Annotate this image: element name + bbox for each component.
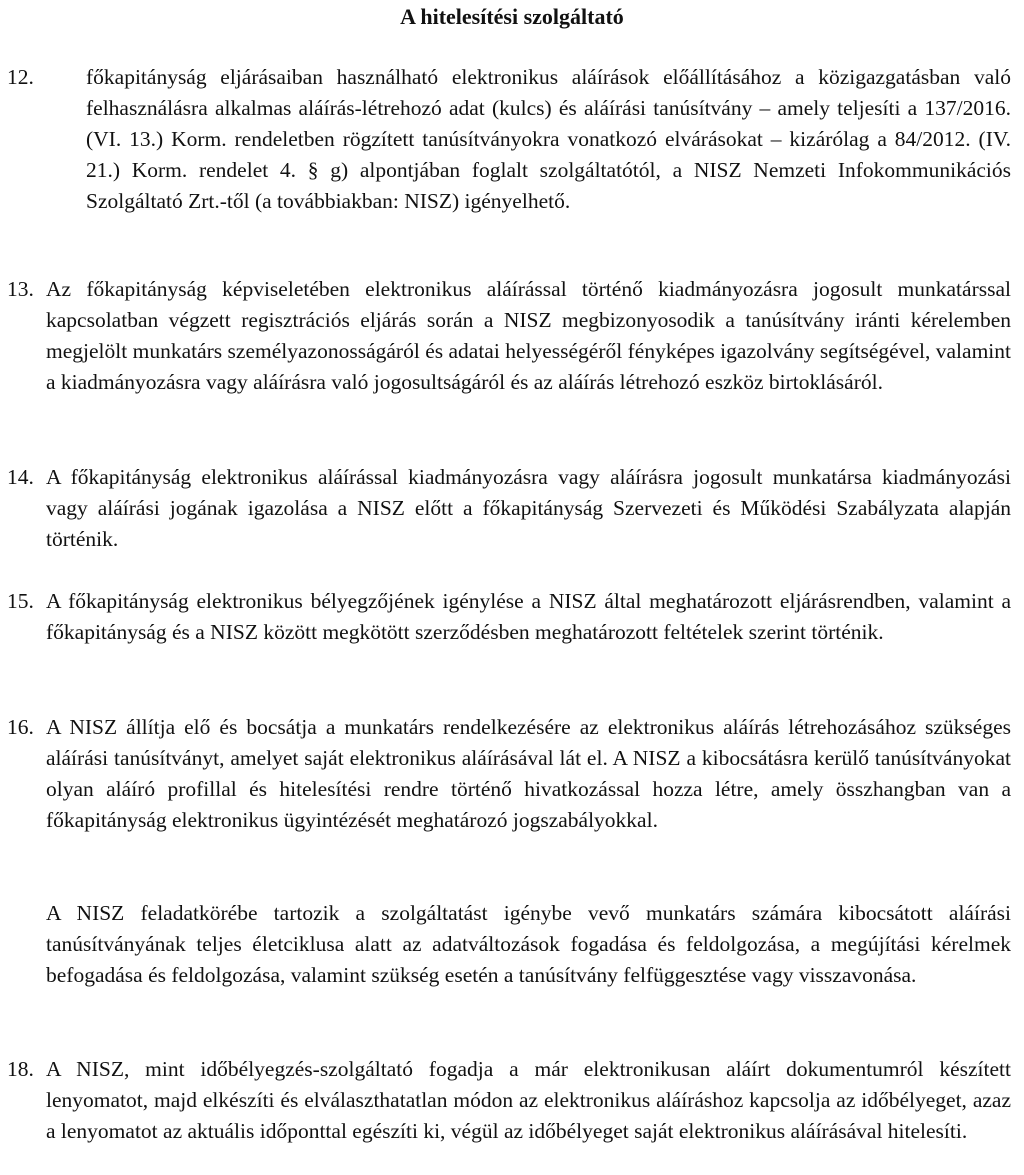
paragraph-text: A NISZ feladatkörébe tartozik a szolgáltatást igénybe vevő munkatárs számára kibocsátott aláírási tanúsítványának teljes életciklusa alatt az adatváltozások fogadása és feldolgozása, a megújítási kérelmek befogadása és feldolgozása, valamint szükség esetén a tanúsítvány felfüggesztése vagy visszavonása. — [46, 901, 1011, 987]
paragraph-text: A NISZ állítja elő és bocsátja a munkatárs rendelkezésére az elektronikus aláírás létrehozásához szükséges aláírási tanúsítványt, amelyet saját elektronikus aláírásával lát el. A NISZ a kibocsátásra kerülő tanúsítványokat olyan aláíró profillal és hitelesítési rendre történő hivatkozással hozza létre, amely összhangban van a főkapitányság elektronikus ügyintézését meghatározó jogszabályokkal. — [46, 715, 1011, 832]
paragraph-text: A főkapitányság elektronikus bélyegzőjének igénylése a NISZ által meghatározott eljárásrendben, valamint a főkapitányság és a NISZ között megkötött szerződésben meghatározott feltételek szerint történik. — [46, 589, 1011, 644]
paragraph-text: főkapitányság eljárásaiban használható elektronikus aláírások előállításához a közigazgatásban való felhasználásra alkalmas aláírás-létrehozó adat (kulcs) és aláírási tanúsítvány – amely teljesíti a 137/2016. (VI. 13.) Korm. rendeletben rögzített tanúsítványokra vonatkozó elvárásokat – kizárólag a 84/2012. (IV. 21.) Korm. rendelet 4. § g) alpontjában foglalt szolgáltatótól, a NISZ Nemzeti Infokommunikációs Szolgáltató Zrt.-től (a továbbiakban: NISZ) igényelhető. — [86, 65, 1011, 213]
paragraph-number: 15. — [7, 589, 34, 613]
paragraph-number: 14. — [7, 465, 34, 489]
paragraph-number: 12. — [7, 65, 34, 89]
section-heading: A hitelesítési szolgáltató — [400, 4, 624, 29]
paragraph-text: A NISZ, mint időbélyegzés-szolgáltató fogadja a már elektronikusan aláírt dokumentumról készített lenyomatot, majd elkészíti és elválaszthatatlan módon az elektronikus aláíráshoz kapcsolja az időbélyeget, azaz a lenyomatot az aktuális időponttal egészíti ki, végül az időbélyeget saját elektronikus aláírásával hitelesíti. — [46, 1057, 1011, 1143]
paragraph-number: 16. — [7, 715, 34, 739]
paragraph-text: A főkapitányság elektronikus aláírással kiadmányozásra vagy aláírásra jogosult munkatársa kiadmányozási vagy aláírási jogának igazolása a NISZ előtt a főkapitányság Szervezeti és Működési Szabályzata alapján történik. — [46, 465, 1011, 551]
paragraph-number: 18. — [7, 1057, 34, 1081]
paragraph-text: Az főkapitányság képviseletében elektronikus aláírással történő kiadmányozásra jogosult munkatárssal kapcsolatban végzett regisztrációs eljárás során a NISZ megbizonyosodik a tanúsítvány iránti kérelemben megjelölt munkatárs személyazonosságáról és adatai helyességéről fényképes igazolvány segítségével, valamint a kiadmányozásra vagy aláírásra való jogosultságáról és az aláírás létrehozó eszköz birtoklásáról. — [46, 277, 1011, 394]
paragraph-number: 13. — [7, 277, 34, 301]
